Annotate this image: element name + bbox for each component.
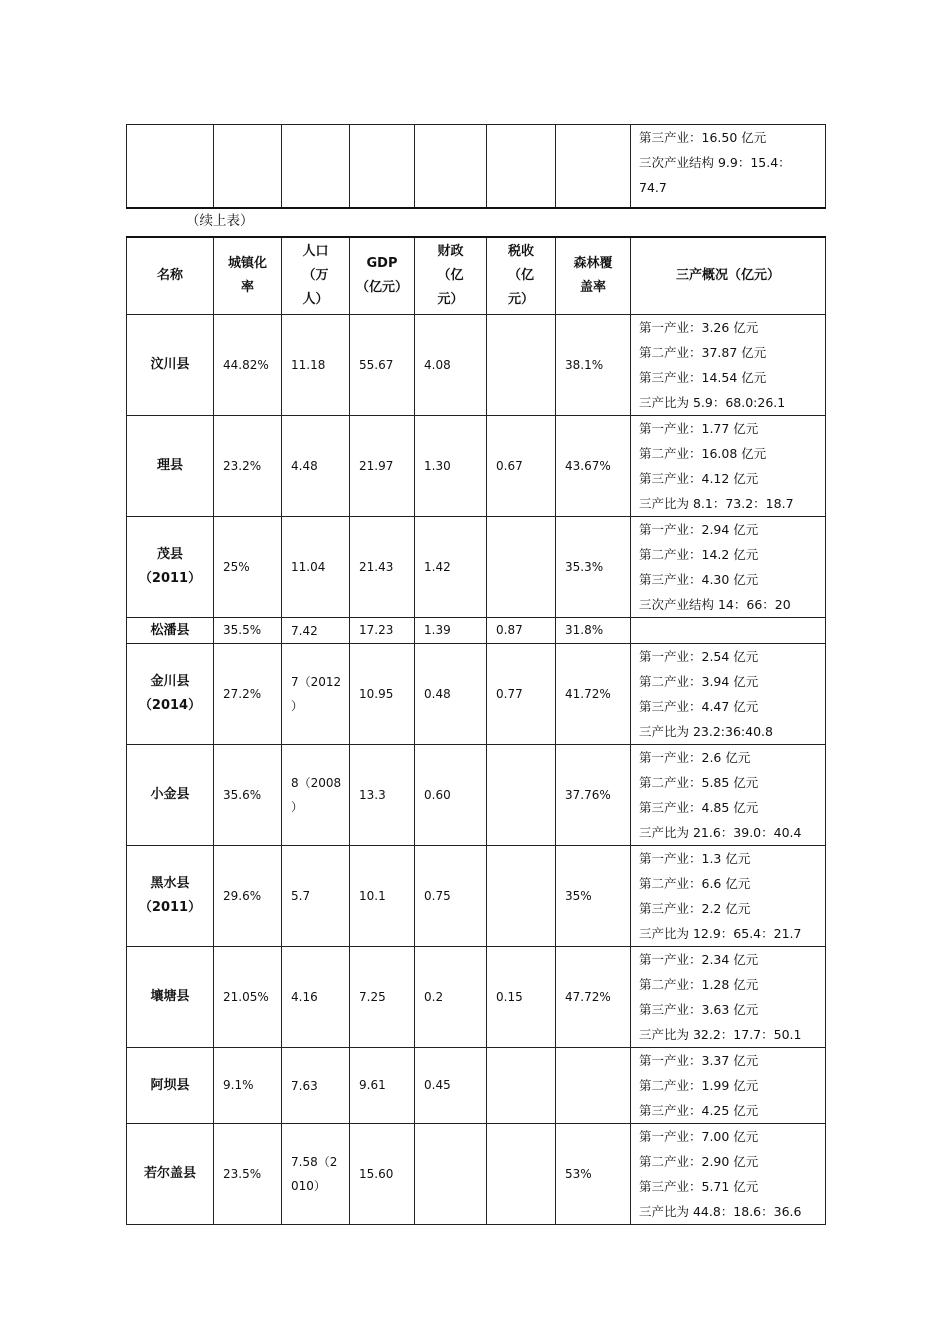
population-value: 8（2008: [291, 776, 342, 790]
table-cell: [556, 125, 631, 209]
finance-cell: 0.45: [415, 1048, 487, 1124]
industry-line: 第一产业：3.26 亿元: [639, 320, 759, 335]
gdp-cell: 15.60: [350, 1124, 415, 1225]
industry-line: 三产比为 32.2：17.7：50.1: [639, 1027, 802, 1042]
population-value: 7.58（2: [291, 1155, 338, 1169]
urbanization-cell: 29.6%: [214, 846, 282, 947]
table-cell: [214, 125, 282, 209]
industry-line: 第二产业：2.90 亿元: [639, 1154, 759, 1169]
industries-cell: [631, 315, 826, 416]
urbanization-cell: 23.2%: [214, 416, 282, 517]
industry-line: 第二产业：3.94 亿元: [639, 674, 759, 689]
industries-cell: [631, 846, 826, 947]
county-name: 阿坝县: [150, 1077, 190, 1093]
gdp-cell: 10.1: [350, 846, 415, 947]
industry-line: 第三产业：2.2 亿元: [639, 901, 751, 916]
population-cell: [282, 947, 350, 1048]
header-forest: 森林覆 盖率: [556, 237, 631, 315]
tax-cell: 0.87: [487, 618, 556, 644]
header-urbanization: 城镇化 率: [214, 237, 282, 315]
forest-coverage-cell: 37.76%: [556, 745, 631, 846]
urbanization-cell: 23.5%: [214, 1124, 282, 1225]
forest-coverage-cell: 31.8%: [556, 618, 631, 644]
tax-cell: [487, 846, 556, 947]
industry-line: 三产比为 23.2:36:40.8: [639, 724, 773, 739]
table-row: [127, 846, 826, 947]
industry-line: 第三产业：4.30 亿元: [639, 572, 759, 587]
industry-line: 第二产业：1.99 亿元: [639, 1078, 759, 1093]
industry-line: 第二产业：14.2 亿元: [639, 547, 759, 562]
industry-line: 第一产业：2.34 亿元: [639, 952, 759, 967]
industry-line: 三产比为 21.6：39.0：40.4: [639, 825, 802, 840]
table-cell: [415, 125, 487, 209]
finance-cell: 4.08: [415, 315, 487, 416]
table-row: [127, 1124, 826, 1225]
industry-line: 三产比为 44.8：18.6：36.6: [639, 1204, 802, 1219]
gdp-cell: 7.25: [350, 947, 415, 1048]
gdp-cell: 13.3: [350, 745, 415, 846]
finance-cell: [415, 1124, 487, 1225]
industry-line: 三产比为 5.9：68.0:26.1: [639, 395, 786, 410]
population-cell: [282, 846, 350, 947]
finance-cell: 1.30: [415, 416, 487, 517]
industry-line: 第一产业：2.6 亿元: [639, 750, 751, 765]
table-row: [127, 644, 826, 745]
header-name: 名称: [127, 237, 214, 315]
population-cell: [282, 416, 350, 517]
county-name-cell: [127, 416, 214, 517]
industry-line: 第三产业：16.50 亿元: [639, 130, 767, 145]
industry-line: 第一产业：3.37 亿元: [639, 1053, 759, 1068]
industries-cell: [631, 125, 826, 209]
finance-cell: 0.48: [415, 644, 487, 745]
county-name: 汶川县: [150, 357, 190, 372]
county-name: 金川县: [150, 674, 190, 689]
county-name: 理县: [156, 458, 183, 473]
county-name-cell: [127, 846, 214, 947]
table-cell: [487, 125, 556, 209]
industry-line: 第二产业：1.28 亿元: [639, 977, 759, 992]
forest-coverage-cell: 43.67%: [556, 416, 631, 517]
county-statistics-table: [126, 236, 826, 1225]
industry-line: 三产比为 12.9：65.4：21.7: [639, 926, 802, 941]
industry-line: 第一产业：2.54 亿元: [639, 649, 759, 664]
industry-line: 第三产业：4.47 亿元: [639, 699, 759, 714]
table-cell: [350, 125, 415, 209]
forest-coverage-cell: 47.72%: [556, 947, 631, 1048]
county-name: （2011）: [138, 900, 202, 915]
population-cell: [282, 1048, 350, 1124]
county-name-cell: [127, 1048, 214, 1124]
industries-cell: [631, 745, 826, 846]
industry-line: 第二产业：37.87 亿元: [639, 345, 767, 360]
county-name-cell: [127, 1124, 214, 1225]
population-cell: [282, 1124, 350, 1225]
header-industries: 三产概况（亿元）: [631, 237, 826, 315]
industries-cell: [631, 644, 826, 745]
forest-coverage-cell: 35.3%: [556, 517, 631, 618]
gdp-cell: 17.23: [350, 618, 415, 644]
population-cell: [282, 618, 350, 644]
finance-cell: 0.75: [415, 846, 487, 947]
population-value: 5.7: [291, 889, 311, 903]
finance-cell: 1.42: [415, 517, 487, 618]
table-row: [127, 618, 826, 644]
population-value: 11.18: [291, 358, 326, 372]
urbanization-cell: 27.2%: [214, 644, 282, 745]
urbanization-cell: 35.6%: [214, 745, 282, 846]
tax-cell: [487, 1048, 556, 1124]
industries-cell: [631, 947, 826, 1048]
finance-cell: 0.60: [415, 745, 487, 846]
table-row: [127, 947, 826, 1048]
county-name: 松潘县: [150, 622, 190, 638]
urbanization-cell: 21.05%: [214, 947, 282, 1048]
industry-line: 第三产业：4.25 亿元: [639, 1103, 759, 1118]
population-value: 7（2012: [291, 675, 342, 689]
tax-cell: 0.15: [487, 947, 556, 1048]
county-name: 若尔盖县: [143, 1166, 196, 1181]
table-row: [127, 315, 826, 416]
industry-line: 第三产业：5.71 亿元: [639, 1179, 759, 1194]
finance-cell: 1.39: [415, 618, 487, 644]
table-cell: [282, 125, 350, 209]
industries-cell: [631, 1124, 826, 1225]
table-caption: （续上表）: [186, 213, 254, 229]
table-row: [127, 416, 826, 517]
previous-table-fragment: [126, 124, 826, 209]
forest-coverage-cell: 41.72%: [556, 644, 631, 745]
finance-cell: 0.2: [415, 947, 487, 1048]
header-finance: 财政 （亿 元）: [415, 237, 487, 315]
forest-coverage-cell: 53%: [556, 1124, 631, 1225]
industry-line: 第三产业：3.63 亿元: [639, 1002, 759, 1017]
industries-cell: [631, 618, 826, 644]
county-name-cell: [127, 947, 214, 1048]
industry-line: 第二产业：16.08 亿元: [639, 446, 767, 461]
population-cell: [282, 517, 350, 618]
tax-cell: [487, 1124, 556, 1225]
urbanization-cell: 25%: [214, 517, 282, 618]
industry-line: 第一产业：7.00 亿元: [639, 1129, 759, 1144]
industry-line: 第一产业：1.3 亿元: [639, 851, 751, 866]
industry-line: 三次产业结构 14：66：20: [639, 597, 791, 612]
population-value: 4.16: [291, 990, 318, 1004]
county-name: 小金县: [150, 787, 190, 802]
tax-cell: 0.77: [487, 644, 556, 745]
tax-cell: [487, 745, 556, 846]
industry-line: 第三产业：4.12 亿元: [639, 471, 759, 486]
gdp-cell: 10.95: [350, 644, 415, 745]
county-name-cell: [127, 618, 214, 644]
population-value: 11.04: [291, 560, 326, 574]
table-row: [127, 517, 826, 618]
population-value: ）: [291, 800, 304, 814]
county-name: 黑水县: [150, 876, 190, 891]
industry-line: 第二产业：5.85 亿元: [639, 775, 759, 790]
gdp-cell: 9.61: [350, 1048, 415, 1124]
population-value: 7.42: [291, 623, 318, 638]
population-value: 7.63: [291, 1078, 318, 1093]
header-tax: 税收 （亿 元）: [487, 237, 556, 315]
industry-line: 第三产业：14.54 亿元: [639, 370, 767, 385]
tax-cell: 0.67: [487, 416, 556, 517]
population-value: ）: [291, 699, 304, 713]
county-name-cell: [127, 517, 214, 618]
tax-cell: [487, 315, 556, 416]
population-cell: [282, 644, 350, 745]
population-cell: [282, 315, 350, 416]
industry-line: 74.7: [639, 180, 667, 195]
header-population: 人口 （万 人）: [282, 237, 350, 315]
county-name: （2014）: [138, 698, 202, 713]
population-cell: [282, 745, 350, 846]
industry-line: 第一产业：2.94 亿元: [639, 522, 759, 537]
industry-line: 三次产业结构 9.9：15.4：: [639, 155, 791, 170]
forest-coverage-cell: 38.1%: [556, 315, 631, 416]
forest-coverage-cell: 35%: [556, 846, 631, 947]
table-row: [127, 125, 826, 209]
industry-line: 第三产业：4.85 亿元: [639, 800, 759, 815]
gdp-cell: 55.67: [350, 315, 415, 416]
county-name-cell: [127, 644, 214, 745]
tax-cell: [487, 517, 556, 618]
industries-cell: [631, 1048, 826, 1124]
population-value: 4.48: [291, 459, 318, 473]
urbanization-cell: 9.1%: [214, 1048, 282, 1124]
industry-line: 三产比为 8.1：73.2：18.7: [639, 496, 794, 511]
county-name-cell: [127, 745, 214, 846]
forest-coverage-cell: [556, 1048, 631, 1124]
industry-line: 第一产业：1.77 亿元: [639, 421, 759, 436]
table-row: [127, 745, 826, 846]
industry-line: 第二产业：6.6 亿元: [639, 876, 751, 891]
header-gdp: GDP （亿元）: [350, 237, 415, 315]
industries-cell: [631, 416, 826, 517]
industries-cell: [631, 517, 826, 618]
county-name-cell: [127, 315, 214, 416]
county-name: 茂县: [156, 547, 183, 562]
county-name: 壤塘县: [150, 989, 190, 1004]
header-row: [127, 237, 826, 315]
urbanization-cell: 44.82%: [214, 315, 282, 416]
gdp-cell: 21.43: [350, 517, 415, 618]
table-cell: [127, 125, 214, 209]
gdp-cell: 21.97: [350, 416, 415, 517]
county-name: （2011）: [138, 571, 202, 586]
table-row: [127, 1048, 826, 1124]
urbanization-cell: 35.5%: [214, 618, 282, 644]
population-value: 010）: [291, 1179, 326, 1193]
